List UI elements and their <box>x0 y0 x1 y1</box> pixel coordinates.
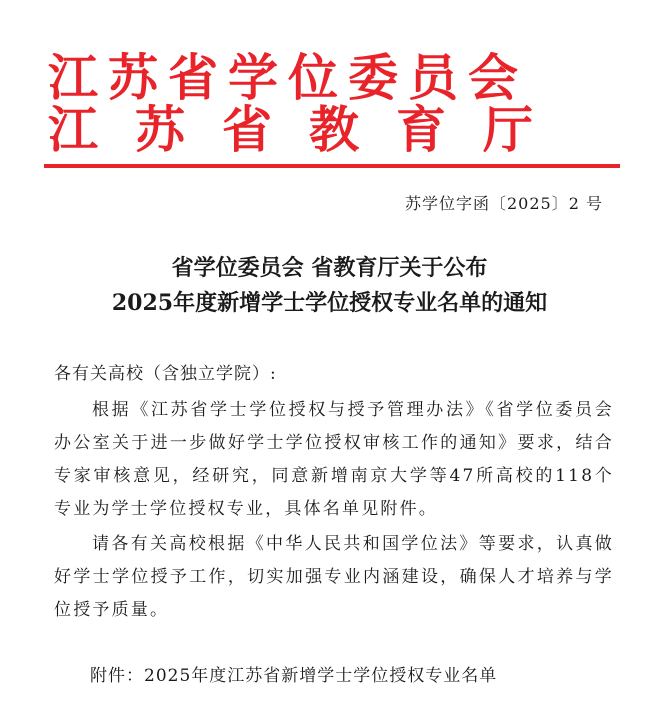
body-paragraph: 根据《江苏省学士学位授权与授予管理办法》《省学位委员会办公室关于进一步做好学士学位授权审核工作的通知》要求，结合专家审核意见，经研究，同意新增南京大学等47所高校的118个专业为学士学位授权专业，具体名单见附件。 <box>54 400 614 519</box>
red-header-rule <box>44 164 620 168</box>
document-title-line-1: 省学位委员会 省教育厅关于公布 <box>171 255 488 281</box>
body-paragraph: 请各有关高校根据《中华人民共和国学位法》等要求，认真做好学士学位授予工作，切实加强专业内涵建设，确保人才培养与学位授予质量。 <box>54 534 614 620</box>
issuing-org-line-1: 江苏省学位委员会 <box>48 48 528 107</box>
salutation: 各有关高校（含独立学院）: <box>54 364 277 384</box>
issuing-org-line-2: 江苏省教育厅 <box>48 100 570 159</box>
attachment-line: 附件：2025年度江苏省新增学士学位授权专业名单 <box>90 666 498 686</box>
document-title-line-2: 2025年度新增学士学位授权专业名单的通知 <box>111 290 548 316</box>
document-number: 苏学位字函〔2025〕2 号 <box>405 194 603 213</box>
